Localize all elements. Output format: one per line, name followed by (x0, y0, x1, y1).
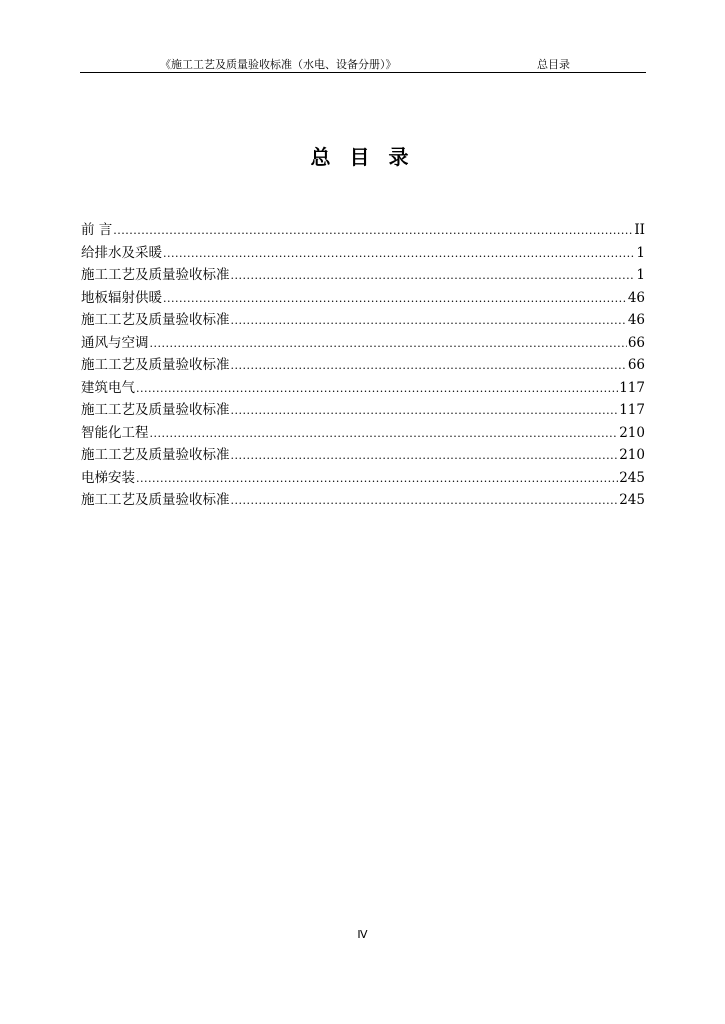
toc-leader-dots (231, 310, 627, 333)
toc-entry-label: 施工工艺及质量验收标准 (81, 357, 230, 373)
toc-leader-dots (163, 243, 635, 266)
toc-entry-label: 施工工艺及质量验收标准 (81, 492, 230, 508)
toc-entry-page: 117 (619, 402, 645, 418)
toc-entry-page: 1 (636, 267, 645, 283)
toc-entry-page: 245 (619, 492, 645, 508)
toc-entry-page: 46 (627, 312, 645, 328)
toc-leader-dots (231, 445, 619, 468)
page-header (80, 58, 646, 73)
toc-leader-dots (231, 355, 627, 378)
toc-entry-label: 电梯安装 (81, 469, 135, 486)
toc-entry-page: 46 (627, 289, 645, 306)
header-section-title: 总目录 (537, 58, 570, 71)
toc-entry[interactable] (81, 444, 645, 467)
header-document-title: 《施工工艺及质量验收标准（水电、设备分册）》 (160, 58, 397, 71)
toc-leader-dots (231, 490, 619, 513)
toc-entry[interactable] (81, 399, 645, 422)
toc-entry[interactable] (81, 377, 645, 400)
toc-entry-page: II (634, 222, 645, 238)
toc-entry-label: 施工工艺及质量验收标准 (81, 312, 230, 328)
toc-entry[interactable] (81, 264, 645, 287)
toc-entry-label: 建筑电气 (81, 379, 135, 396)
toc-entry-page: 1 (636, 244, 645, 261)
toc-entry-page: 117 (619, 379, 645, 396)
page-number: Ⅳ (357, 928, 368, 941)
toc-leader-dots (136, 468, 618, 491)
toc-entry[interactable] (81, 219, 645, 242)
toc-leader-dots (136, 378, 618, 401)
toc-leader-dots (163, 288, 627, 311)
toc-leader-dots (150, 333, 627, 356)
toc-entry-page: 245 (619, 469, 645, 486)
toc-entry[interactable] (81, 467, 645, 490)
toc-entry-label: 给排水及采暖 (81, 244, 162, 261)
toc-entry[interactable] (81, 354, 645, 377)
toc-leader-dots (150, 423, 619, 446)
toc-entry-label: 前 言 (81, 222, 113, 238)
table-of-contents (81, 219, 645, 512)
toc-entry-label: 智能化工程 (81, 424, 149, 441)
toc-entry-page: 210 (619, 424, 645, 441)
toc-entry[interactable] (81, 489, 645, 512)
toc-entry[interactable] (81, 422, 645, 445)
toc-entry[interactable] (81, 309, 645, 332)
toc-entry[interactable] (81, 242, 645, 265)
toc-entry-label: 地板辐射供暖 (81, 289, 162, 306)
toc-entry[interactable] (81, 287, 645, 310)
toc-entry-label: 通风与空调 (81, 334, 149, 351)
page-title: 总 目 录 (310, 145, 415, 169)
toc-leader-dots (113, 220, 633, 243)
toc-entry-page: 66 (627, 357, 645, 373)
toc-entry-page: 210 (619, 447, 645, 463)
toc-entry-page: 66 (627, 334, 645, 351)
toc-leader-dots (231, 265, 636, 288)
toc-entry-label: 施工工艺及质量验收标准 (81, 447, 230, 463)
toc-leader-dots (231, 400, 619, 423)
toc-entry-label: 施工工艺及质量验收标准 (81, 402, 230, 418)
toc-entry-label: 施工工艺及质量验收标准 (81, 267, 230, 283)
toc-entry[interactable] (81, 332, 645, 355)
